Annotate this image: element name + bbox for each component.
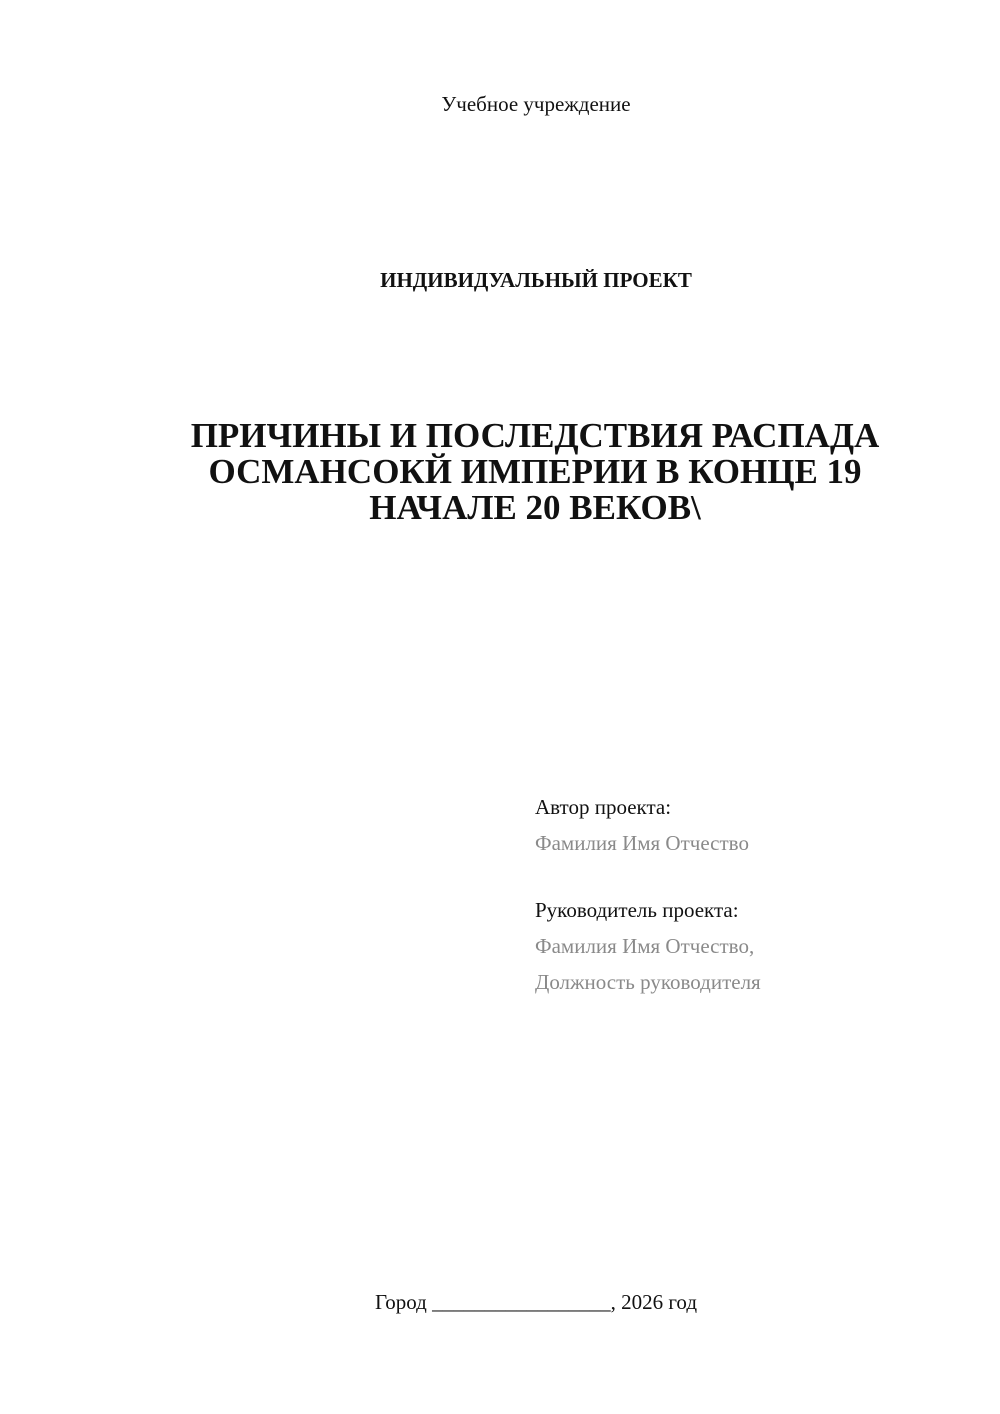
title-line-2: ОСМАНСОКЙ ИМПЕРИИ В КОНЦЕ 19 [208, 452, 862, 491]
supervisor-name-placeholder: Фамилия Имя Отчество, [535, 934, 755, 958]
project-type-heading: ИНДИВИДУАЛЬНЫЙ ПРОЕКТ [380, 268, 692, 292]
city-year-line: Город _________________, 2026 год [374, 1290, 698, 1314]
project-title [140, 418, 930, 526]
supervisor-block [535, 892, 761, 1000]
supervisor-position-placeholder: Должность руководителя [535, 970, 761, 994]
supervisor-label: Руководитель проекта: [535, 898, 739, 922]
author-block [535, 789, 749, 861]
author-label: Автор проекта: [535, 795, 672, 819]
title-line-3: НАЧАЛЕ 20 ВЕКОВ\ [369, 488, 701, 527]
institution-name: Учебное учреждение [441, 92, 631, 116]
author-name-placeholder: Фамилия Имя Отчество [535, 831, 749, 855]
title-line-1: ПРИЧИНЫ И ПОСЛЕДСТВИЯ РАСПАДА [190, 416, 880, 455]
